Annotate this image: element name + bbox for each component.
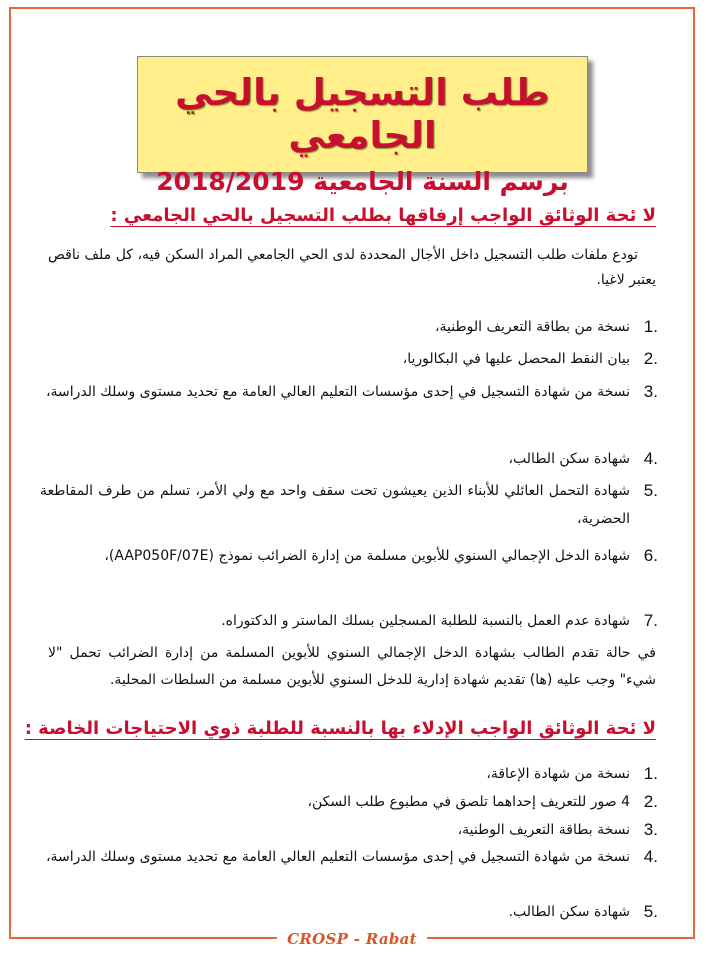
section1-note: في حالة تقدم الطالب بشهادة الدخل الإجمالي السنوي للأبوين المسلمة من إدارة الضرائب تحمل "لا شيء" وجب عليه (ها) تقديم شهادة إدارية للدخل السنوي للأبوين مسلمة من السلطات المحلية. [48,645,656,688]
item-text: نسخة بطاقة التعريف الوطنية، [457,822,630,838]
item-text: شهادة سكن الطالب. [508,904,630,920]
item-number: .4 [643,847,658,866]
item-text: شهادة الدخل الإجمالي السنوي للأبوين مسلمة من إدارة الضرائب نموذج (AAP050F/07E)، [104,548,630,564]
item-text: 4 صور للتعريف إحداهما تلصق في مطبوع طلب السكن، [307,794,630,810]
item-text: نسخة من شهادة الإعاقة، [486,766,630,782]
item-text: نسخة من بطاقة التعريف الوطنية، [435,319,630,335]
item-number: .1 [643,317,658,336]
list-item [40,760,658,788]
list-item [40,788,658,816]
list-item [40,845,658,869]
item-text: نسخة من شهادة التسجيل في إحدى مؤسسات التعليم العالي العامة مع تحديد مستوى وسلك الدراسة، [45,849,630,865]
section2-heading: لا ئحة الوثائق الواجب الإدلاء بها بالنسبة للطلبة ذوي الاحتياجات الخاصة : [24,718,656,739]
list-item [40,477,658,533]
list-item [40,816,658,844]
item-number: .6 [643,546,658,565]
item-text: شهادة التحمل العائلي للأبناء الذين يعيشون تحت سقف واحد مع ولي الأمر، تسلم من طرف المقاطعة الحضرية، [40,483,630,527]
item-number: .3 [643,820,658,839]
item-text: بيان النقط المحصل عليها في البكالوريا، [402,351,630,367]
list-item [40,313,658,341]
section1-intro: تودع ملفات طلب التسجيل داخل الأجال المحددة لدى الحي الجامعي المراد السكن فيه، كل ملف ناقص يعتبر لاغيا. [48,247,656,288]
item-number: .7 [643,611,658,630]
section1-heading: لا ئحة الوثائق الواجب إرفاقها بطلب التسجيل بالحي الجامعي : [110,205,656,226]
item-number: .2 [643,349,658,368]
title-box [137,56,588,196]
item-text: شهادة سكن الطالب، [508,451,630,467]
item-number: .5 [643,902,658,921]
item-text: نسخة من شهادة التسجيل في إحدى مؤسسات التعليم العالي العامة مع تحديد مستوى وسلك الدراسة، [45,384,630,400]
item-number: .5 [643,481,658,500]
footer-label: CROSP - Rabat [277,930,427,948]
list-item [40,345,658,373]
item-number: .2 [643,792,658,811]
page-subtitle: برسم السنة الجامعية 2018/2019 [156,167,569,196]
list-item [40,898,658,926]
list-item [40,542,658,570]
item-number: .1 [643,764,658,783]
list-item [40,607,658,635]
page-title: طلب التسجيل بالحي الجامعي [175,71,550,157]
item-number: .4 [643,449,658,468]
list-item [40,378,658,406]
item-text: شهادة عدم العمل بالنسبة للطلبة المسجلين بسلك الماستر و الدكتوراه. [221,613,630,629]
item-number: .3 [643,382,658,401]
list-item [40,445,658,473]
